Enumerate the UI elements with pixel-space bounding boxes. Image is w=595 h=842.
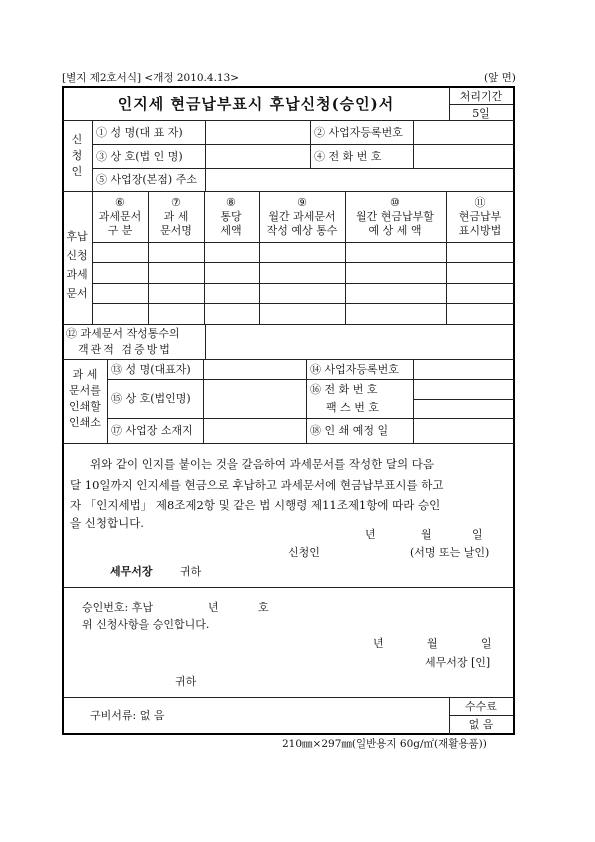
statement-date-year: 년 (365, 528, 376, 541)
applicant-trade-field[interactable] (206, 145, 309, 167)
approval-number-label: 승인번호: 후납 (82, 601, 153, 614)
divider (306, 359, 307, 443)
applicant-name-label: ① 성 명(대 표 자) (96, 126, 183, 139)
statement-date-day: 일 (472, 528, 483, 541)
statement-date-month: 월 (421, 528, 432, 541)
statement-sign-label: (서명 또는 날인) (410, 546, 490, 559)
divider (92, 283, 514, 284)
divider (446, 191, 447, 324)
divider (259, 191, 260, 324)
paper-spec: 210㎜×297㎜(일반용지 60g/㎡(재활용품)) (282, 738, 487, 750)
printer-phone-field[interactable] (414, 380, 513, 398)
statement-recipient-suffix: 귀하 (180, 565, 202, 578)
col-monthly-tax: ⑩ 월간 현금납부할 예 상 세 액 (356, 196, 434, 237)
printer-bizno-label: ⑭ 사업자등록번호 (310, 363, 399, 376)
statement-line-1: 위와 같이 인지를 붙이는 것을 갈음하여 과세문서를 작성한 달의 다음 (90, 457, 434, 471)
frame-bottom (62, 733, 515, 735)
applicant-phone-field[interactable] (414, 145, 513, 167)
approval-suffix: 귀하 (175, 675, 197, 688)
divider (204, 191, 205, 324)
approval-date-month: 월 (427, 637, 438, 650)
divider (148, 191, 149, 324)
divider (449, 104, 513, 105)
frame-right (513, 86, 515, 735)
verify-method-label: ⑫ 과세문서 작성통수의 객관적 검증방법 (66, 327, 180, 356)
printer-location-label: ⑰ 사업장 소재지 (111, 424, 193, 437)
processing-period-value: 5일 (472, 107, 490, 120)
fee-value: 없 음 (468, 718, 494, 731)
printer-name-label: ⑬ 성 명(대표자) (111, 363, 191, 376)
col-tax-per-doc: ⑧ 통당 세액 (220, 196, 242, 237)
printer-date-field[interactable] (414, 419, 513, 442)
divider (92, 242, 514, 243)
statement-recipient: 세무서장 (110, 565, 153, 578)
divider (310, 120, 311, 168)
divider (345, 191, 346, 324)
divider (63, 443, 514, 444)
form-number: [별지 제2호서식] <개정 2010.4.13> (62, 72, 240, 84)
printer-fax-label: 팩 스 번 호 (326, 401, 379, 414)
statement-line-4: 을 신청합니다. (70, 516, 144, 530)
processing-period-label: 처리기간 (459, 90, 503, 103)
col-doc-name: ⑦ 과 세 문서명 (160, 196, 192, 237)
divider (92, 120, 93, 191)
required-docs-label: 구비서류: 없 음 (90, 709, 165, 722)
applicant-address-field[interactable] (206, 169, 513, 190)
printer-location-field[interactable] (204, 419, 305, 442)
col-display-method: ⑪ 현금납부 표시방법 (458, 196, 502, 237)
divider (63, 587, 514, 588)
divider (92, 262, 514, 263)
printer-date-label: ⑱ 인 쇄 예정 일 (310, 424, 389, 437)
form-title: 인지세 현금납부표시 후납신청(승인)서 (117, 95, 395, 113)
statement-line-3: 자 「인지세법」 제8조제2항 및 같은 법 시행령 제11조제1항에 따라 승인 (70, 498, 441, 512)
docs-section-label: 후납 신청 과세 문서 (66, 230, 88, 300)
approval-number-no: 호 (258, 601, 269, 614)
applicant-section-label: 신 청 인 (71, 133, 83, 178)
approval-text: 위 신청사항을 승인합니다. (82, 618, 210, 631)
frame-top (62, 86, 515, 88)
verify-method-field[interactable] (206, 325, 513, 358)
col-monthly-count: ⑨ 월간 과세문서 작성 예상 통수 (266, 196, 338, 237)
printer-trade-field[interactable] (204, 380, 305, 417)
approval-date-day: 일 (481, 637, 492, 650)
page-side: (앞 면) (484, 72, 516, 84)
divider (92, 191, 93, 324)
printer-fax-field[interactable] (414, 400, 513, 417)
applicant-bizno-field[interactable] (414, 121, 513, 143)
applicant-phone-label: ④ 전 화 번 호 (314, 150, 382, 163)
divider (63, 697, 514, 698)
approval-date-year: 년 (373, 637, 384, 650)
col-doc-type: ⑥ 과세문서 구 분 (98, 196, 142, 237)
statement-line-2: 달 10일까지 인지세를 현금으로 후납하고 과세문서에 현금납부표시를 하고 (70, 478, 444, 492)
divider (92, 303, 514, 304)
applicant-bizno-label: ② 사업자등록번호 (314, 126, 403, 139)
divider (449, 715, 513, 716)
printer-bizno-field[interactable] (414, 360, 513, 378)
applicant-address-label: ⑤ 사업장(본점) 주소 (96, 173, 197, 186)
printer-section-label: 과 세 문서를 인쇄할 인쇄소 (69, 368, 101, 429)
printer-phone-label: ⑯ 전 화 번 호 (310, 383, 378, 396)
approval-official: 세무서장 [인] (425, 656, 491, 669)
statement-applicant-label: 신청인 (288, 546, 320, 559)
approval-number-year: 년 (208, 601, 219, 614)
frame-left (62, 86, 64, 735)
printer-trade-label: ⑮ 상 호(법인명) (111, 392, 191, 405)
printer-name-field[interactable] (204, 360, 305, 378)
applicant-trade-label: ③ 상 호(법 인 명) (96, 150, 183, 163)
applicant-name-field[interactable] (206, 121, 309, 143)
divider (107, 359, 108, 443)
fee-label: 수수료 (465, 700, 497, 713)
